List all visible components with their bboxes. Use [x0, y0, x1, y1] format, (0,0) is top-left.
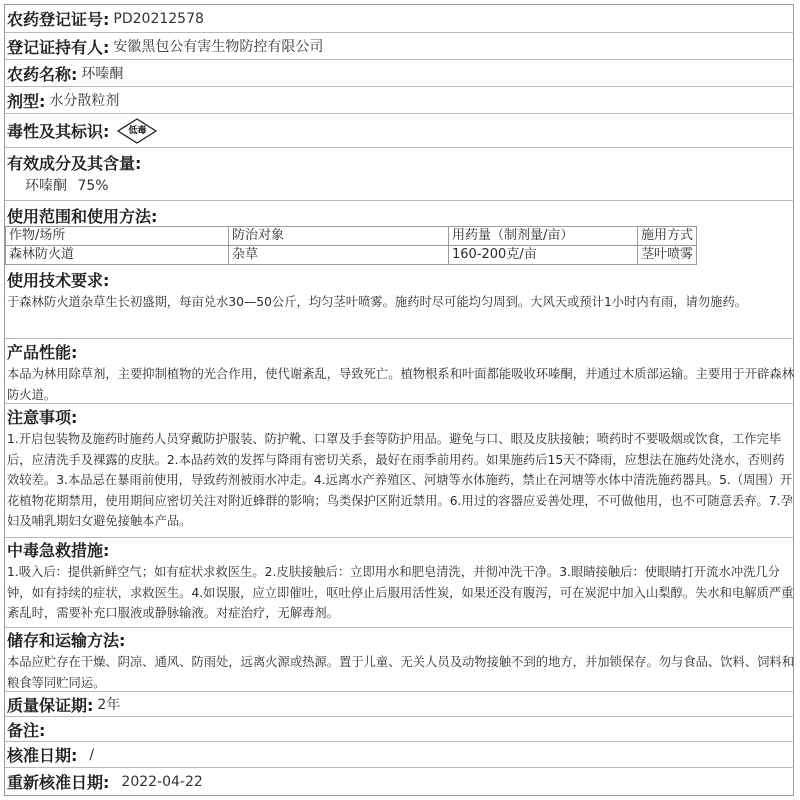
- remarks-row: [5, 717, 794, 742]
- ingredient-line: [7, 175, 794, 197]
- reapproval-date-row: [5, 768, 794, 795]
- performance-text: 本品为林用除草剂，主要抑制植物的光合作用，使代谢紊乱，导致死亡。植物根系和叶面都能吸收环嗪酮，并通过木质部运输。主要用于开辟森林防火道。: [7, 367, 795, 402]
- ingredient-label: 有效成分及其含量:: [7, 154, 142, 173]
- precautions-label: 注意事项:: [7, 408, 78, 427]
- holder-label: 登记证持有人:: [7, 37, 110, 57]
- storage-label: 储存和运输方法:: [7, 631, 126, 650]
- formulation-row: [5, 87, 794, 114]
- approval-date-label: 核准日期:: [7, 746, 78, 765]
- registration-no-row: [5, 5, 794, 33]
- usage-cell-method: 茎叶喷雾: [638, 246, 697, 265]
- precautions-section: [5, 407, 794, 538]
- precautions-text: 1.开启包装物及施药时施药人员穿戴防护服装、防护靴、口罩及手套等防护用品。避免与口、眼及皮肤接触；喷药时不要吸烟或饮食，工作完毕后，应清洗手及裸露的皮肤。2.本品药效的发挥与降雨有密切关系，最好在雨季前用药。如果施药后15天不降雨，应想法在施药处浇水，否则药效较差。3.本品忌在暴雨前使用，导致药剂被雨水冲走。4.远离水产养殖区、河塘等水体施药，禁止在河塘等水体中清洗施药器具。5.（周围）开花植物花期禁用，使用期间应密切关注对附近蜂群的影响；鸟类保护区附近禁用。6.用过的容器应妥善处理，不可做他用，也不可随意丢弃。7.孕妇及哺乳期妇女避免接触本产品。: [7, 432, 793, 528]
- remarks-label: 备注:: [7, 720, 46, 740]
- toxicity-label: 毒性及其标识:: [7, 122, 110, 141]
- holder-value: 安徽黑包公有害生物防控有限公司: [113, 39, 324, 55]
- reapproval-date-value: 2022-04-22: [121, 773, 203, 790]
- usage-cell-target: 杂草: [229, 246, 449, 265]
- formulation-label: 剂型:: [7, 91, 46, 111]
- usage-header-row: [5, 203, 794, 227]
- toxicity-diamond-icon: [117, 118, 157, 144]
- storage-text: 本品应贮存在干燥、阴凉、通风、防雨处，远离火源或热源。置于儿童、无关人员及动物接触不到的地方，并加锁保存。勿与食品、饮料、饲料和粮食等同贮同运。: [7, 655, 795, 690]
- ingredient-section: [5, 153, 794, 201]
- approval-date-row: [5, 742, 794, 768]
- technique-label: 使用技术要求:: [7, 271, 110, 290]
- registration-no-value: PD20212578: [113, 10, 204, 27]
- first-aid-text: 1.吸入后：提供新鲜空气；如有症状求救医生。2.皮肤接触后：立即用水和肥皂清洗，并彻冲洗干净。3.眼睛接触后：使眼睛打开流水冲洗几分钟，如有持续的症状，求救医生。4.如误服，应立即催吐，呕吐停止后服用活性炭，如果还没有腹泻，可在炭泥中加入山梨醇。失水和电解质严重紊乱时，需要补充口服液或静脉输液。对症治疗，无解毒剂。: [7, 565, 794, 620]
- holder-row: [5, 33, 794, 60]
- toxicity-badge-text: 低毒: [128, 125, 147, 136]
- pesticide-name-value: 环嗪酮: [81, 66, 124, 82]
- performance-label: 产品性能:: [7, 343, 78, 362]
- ingredient-name: 环嗪酮: [25, 178, 67, 194]
- shelf-life-label: 质量保证期:: [7, 695, 94, 715]
- usage-label: 使用范围和使用方法:: [7, 206, 158, 226]
- table-row: [6, 246, 697, 265]
- ingredient-amount: 75%: [77, 178, 109, 194]
- formulation-value: 水分散粒剂: [49, 93, 120, 109]
- usage-col-target: 防治对象: [229, 227, 449, 246]
- shelf-life-row: [5, 692, 794, 717]
- usage-table: [5, 226, 697, 265]
- usage-col-dosage: 用药量（制剂量/亩）: [449, 227, 638, 246]
- usage-col-method: 施用方式: [638, 227, 697, 246]
- registration-no-label: 农药登记证号:: [7, 10, 110, 29]
- approval-date-value: /: [89, 746, 95, 763]
- toxicity-row: [5, 114, 794, 148]
- usage-table-header: [6, 227, 697, 246]
- storage-section: [5, 630, 794, 692]
- usage-col-crop: 作物/场所: [6, 227, 229, 246]
- performance-section: [5, 342, 794, 404]
- pesticide-name-row: [5, 60, 794, 87]
- reapproval-date-label: 重新核准日期:: [7, 773, 110, 792]
- first-aid-section: [5, 540, 794, 628]
- technique-text: 于森林防火道杂草生长初盛期，每亩兑水30—50公斤，均匀茎叶喷雾。施药时尽可能均匀周到。大风天或预计1小时内有雨，请勿施药。: [7, 295, 748, 309]
- first-aid-label: 中毒急救措施:: [7, 541, 110, 560]
- shelf-life-value: 2年: [97, 697, 121, 713]
- usage-cell-dosage: 160-200克/亩: [449, 246, 638, 265]
- pesticide-name-label: 农药名称:: [7, 64, 78, 84]
- usage-cell-crop: 森林防火道: [6, 246, 229, 265]
- technique-section: [5, 270, 794, 339]
